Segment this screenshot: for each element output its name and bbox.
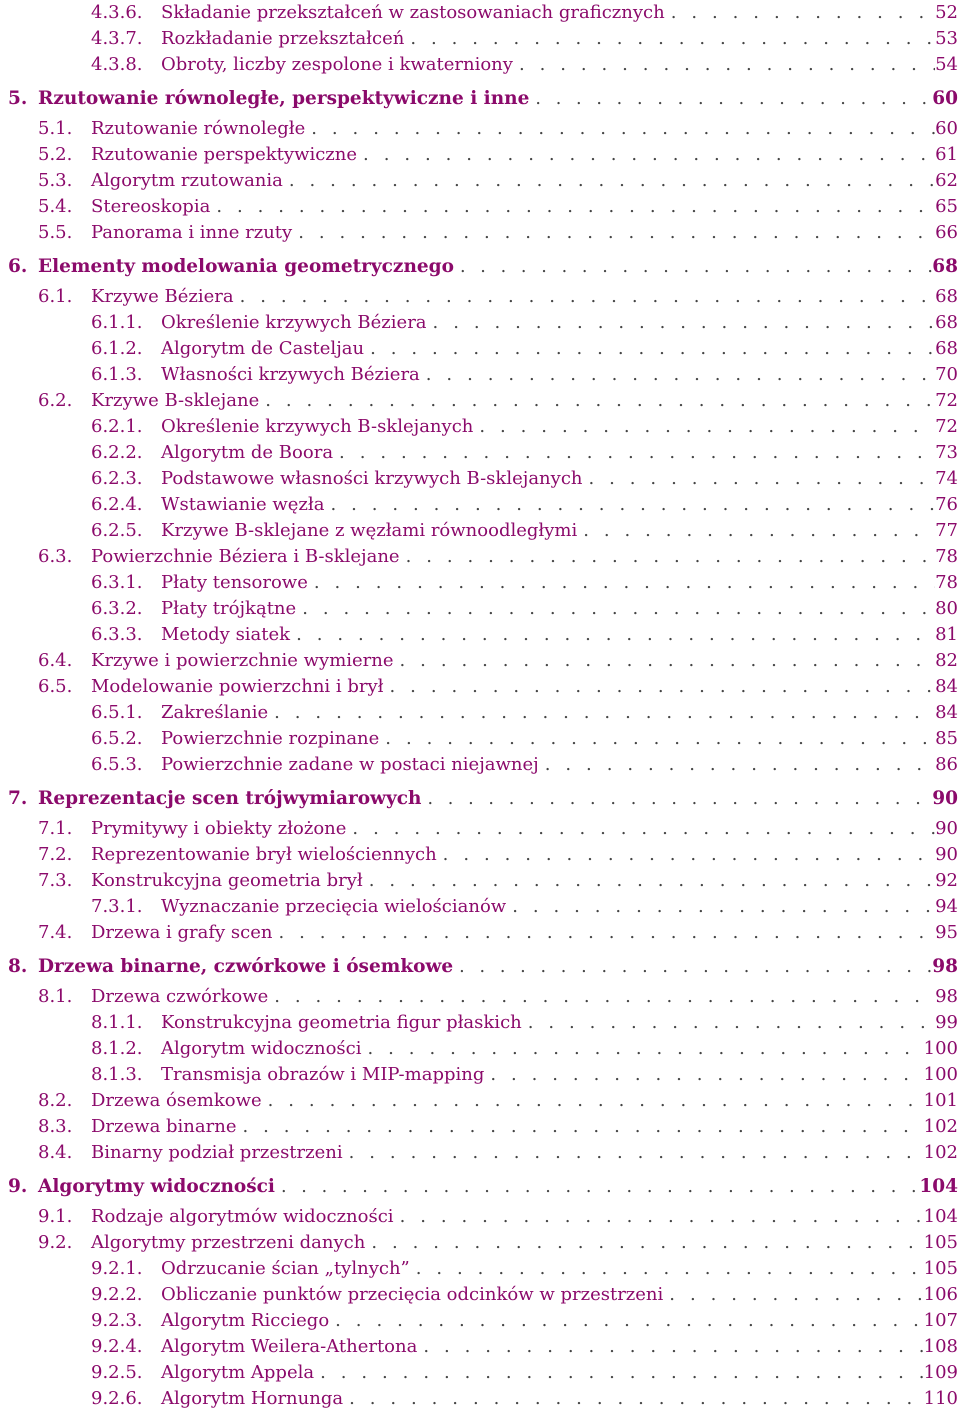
toc-entry-page: 66 [935,222,958,243]
toc-dot-leader [394,1206,924,1227]
toc-entry-number: 9. [8,1176,28,1197]
toc-entry-page: 78 [935,546,958,567]
toc-dot-leader [268,986,935,1007]
toc-entry-title: Drzewa i grafy scen [91,922,273,943]
toc-entry-page: 84 [935,702,958,723]
toc-entry-number: 7.2. [38,844,73,865]
toc-entry-page: 82 [935,650,958,671]
toc-dot-leader [329,1310,923,1331]
toc-entry-title: Panorama i inne rzuty [91,222,293,243]
toc-entry-page: 78 [935,572,958,593]
toc-entry-title: Modelowanie powierzchni i brył [91,676,384,697]
toc-entry-title: Algorytm Weilera-Athertona [161,1336,418,1357]
toc-entry-page: 94 [935,896,958,917]
toc-dot-leader [357,144,935,165]
toc-entry-page: 108 [923,1336,958,1357]
toc-entry-title: Algorytm widoczności [161,1038,362,1059]
toc-section-6-3[interactable] [0,546,958,568]
toc-entry-title: Obroty, liczby zespolone i kwaterniony [161,54,513,75]
toc-entry-page: 70 [935,364,958,385]
toc-chapter-9[interactable] [0,1176,958,1198]
toc-entry-page: 68 [932,256,958,277]
toc-entry-page: 81 [935,624,958,645]
toc-section-7-2[interactable] [0,844,958,866]
toc-chapter-8[interactable] [0,956,958,978]
toc-dot-leader [343,1142,924,1163]
toc-section-5-2[interactable] [0,144,958,166]
toc-entry-number: 6.2.2. [91,442,143,463]
toc-entry-title: Konstrukcyjna geometria brył [91,870,363,891]
toc-entry-page: 95 [935,922,958,943]
toc-dot-leader [454,257,932,277]
toc-dot-leader [577,520,935,541]
toc-section-6-3-3[interactable] [0,624,958,646]
toc-section-8-1[interactable] [0,986,958,1008]
toc-entry-number: 6.1.2. [91,338,143,359]
toc-entry-page: 72 [935,416,958,437]
toc-entry-number: 5.1. [38,118,73,139]
toc-section-6-1-3[interactable] [0,364,958,386]
toc-entry-page: 100 [923,1038,958,1059]
toc-entry-number: 4.3.7. [91,28,143,49]
toc-entry-title: Algorytm de Boora [161,442,334,463]
toc-entry-number: 8.4. [38,1142,73,1163]
toc-entry-number: 6.3.1. [91,572,143,593]
toc-section-6-1[interactable] [0,286,958,308]
toc-entry-number: 9.2.4. [91,1336,143,1357]
toc-entry-title: Algorytm Ricciego [161,1310,330,1331]
toc-entry-page: 85 [935,728,958,749]
toc-dot-leader [262,1090,924,1111]
toc-entry-number: 8.1.1. [91,1012,143,1033]
toc-section-6-1-1[interactable] [0,312,958,334]
toc-entry-number: 6.1. [38,286,73,307]
toc-section-8-2[interactable] [0,1090,958,1112]
toc-entry-page: 92 [935,870,958,891]
toc-entry-page: 60 [935,118,958,139]
toc-section-6-5-2[interactable] [0,728,958,750]
toc-entry-page: 61 [935,144,958,165]
toc-entry-title: Składanie przekształceń w zastosowaniach graficznych [161,2,665,23]
toc-entry-title: Rzutowanie perspektywiczne [91,144,358,165]
toc-dot-leader [410,1258,924,1279]
toc-entry-title: Obliczanie punktów przecięcia odcinków w przestrzeni [161,1284,664,1305]
toc-entry-page: 104 [919,1176,958,1197]
toc-section-6-2-2[interactable] [0,442,958,464]
toc-entry-page: 62 [935,170,958,191]
toc-dot-leader [364,338,935,359]
toc-entry-title: Rzutowanie równoległe [91,118,306,139]
toc-entry-number: 6.5.1. [91,702,143,723]
toc-section-7-1[interactable] [0,818,958,840]
toc-entry-number: 6.5.3. [91,754,143,775]
toc-dot-leader [210,196,935,217]
toc-dot-leader [283,170,935,191]
toc-entry-title: Prymitywy i obiekty złożone [91,818,347,839]
toc-chapter-6[interactable] [0,256,958,278]
toc-entry-page: 73 [935,442,958,463]
toc-entry-title: Drzewa binarne, czwórkowe i ósemkowe [38,956,454,977]
toc-entry-title: Podstawowe własności krzywych B-sklejanych [161,468,583,489]
toc-dot-leader [427,312,936,333]
toc-dot-leader [529,89,932,109]
toc-section-4-3-7[interactable] [0,28,958,50]
toc-entry-page: 98 [935,986,958,1007]
toc-entry-page: 110 [923,1388,958,1409]
toc-section-4-3-8[interactable] [0,54,958,76]
toc-section-6-5-1[interactable] [0,702,958,724]
toc-entry-number: 9.2.5. [91,1362,143,1383]
toc-section-8-4[interactable] [0,1142,958,1164]
toc-section-6-2-3[interactable] [0,468,958,490]
toc-entry-number: 6. [8,256,28,277]
toc-dot-leader [346,818,935,839]
toc-entry-number: 5.5. [38,222,73,243]
toc-entry-title: Płaty tensorowe [161,572,308,593]
toc-section-6-5-3[interactable] [0,754,958,776]
toc-dot-leader [484,1064,923,1085]
toc-dot-leader [343,1388,924,1409]
toc-entry-number: 5.3. [38,170,73,191]
toc-section-6-2-5[interactable] [0,520,958,542]
toc-dot-leader [237,1116,924,1137]
toc-entry-title: Binarny podział przestrzeni [91,1142,343,1163]
toc-dot-leader [268,702,935,723]
toc-entry-page: 100 [923,1064,958,1085]
toc-entry-title: Metody siatek [161,624,291,645]
toc-entry-number: 5.4. [38,196,73,217]
toc-section-5-4[interactable] [0,196,958,218]
toc-entry-page: 77 [935,520,958,541]
toc-entry-title: Rodzaje algorytmów widoczności [91,1206,394,1227]
toc-entry-page: 68 [935,312,958,333]
toc-entry-page: 72 [935,390,958,411]
toc-entry-title: Krzywe B-sklejane [91,390,260,411]
toc-section-6-3-2[interactable] [0,598,958,620]
toc-entry-number: 6.2.4. [91,494,143,515]
toc-dot-leader [259,390,935,411]
toc-dot-leader [539,754,935,775]
toc-section-7-3-1[interactable] [0,896,958,918]
toc-entry-number: 6.5.2. [91,728,143,749]
toc-dot-leader [314,1362,924,1383]
toc-entry-title: Algorytmy przestrzeni danych [91,1232,366,1253]
toc-entry-number: 6.2.5. [91,520,143,541]
toc-chapter-5[interactable] [0,88,958,110]
toc-entry-title: Odrzucanie ścian „tylnych” [161,1258,410,1279]
toc-entry-page: 109 [923,1362,958,1383]
toc-entry-number: 9.2.6. [91,1388,143,1409]
toc-entry-page: 80 [935,598,958,619]
toc-entry-title: Konstrukcyjna geometria figur płaskich [161,1012,522,1033]
toc-entry-page: 102 [923,1142,958,1163]
toc-entry-number: 9.2. [38,1232,73,1253]
toc-dot-leader [333,442,935,463]
toc-dot-leader [665,2,935,23]
toc-section-6-5[interactable] [0,676,958,698]
toc-entry-number: 9.2.2. [91,1284,143,1305]
toc-entry-page: 104 [923,1206,958,1227]
toc-section-8-1-1[interactable] [0,1012,958,1034]
toc-dot-leader [473,416,935,437]
toc-dot-leader [420,364,935,385]
toc-entry-page: 60 [932,88,958,109]
toc-entry-title: Reprezentowanie brył wielościennych [91,844,437,865]
toc-section-5-3[interactable] [0,170,958,192]
toc-entry-number: 6.3. [38,546,73,567]
toc-entry-number: 8.2. [38,1090,73,1111]
toc-entry-title: Drzewa ósemkowe [91,1090,262,1111]
toc-entry-title: Reprezentacje scen trójwymiarowych [38,788,422,809]
toc-entry-title: Algorytm rzutowania [91,170,283,191]
toc-entry-number: 7.3.1. [91,896,143,917]
toc-dot-leader [234,286,936,307]
toc-dot-leader [453,957,932,977]
toc-entry-page: 102 [923,1116,958,1137]
toc-section-6-2[interactable] [0,390,958,412]
toc-entry-title: Powierzchnie zadane w postaci niejawnej [161,754,539,775]
toc-dot-leader [513,54,935,75]
toc-entry-number: 8.1. [38,986,73,1007]
toc-dot-leader [417,1336,923,1357]
toc-entry-title: Algorytmy widoczności [38,1176,275,1197]
toc-entry-page: 68 [935,286,958,307]
toc-entry-title: Wyznaczanie przecięcia wielościanów [161,896,507,917]
toc-dot-leader [275,1177,919,1197]
toc-entry-title: Stereoskopia [91,196,211,217]
toc-section-8-1-3[interactable] [0,1064,958,1086]
toc-entry-page: 74 [935,468,958,489]
toc-entry-title: Rzutowanie równoległe, perspektywiczne i inne [38,88,530,109]
toc-entry-page: 76 [935,494,958,515]
toc-entry-title: Krzywe B-sklejane z węzłami równoodległymi [161,520,578,541]
toc-entry-title: Algorytm Appela [161,1362,315,1383]
toc-entry-page: 106 [923,1284,958,1305]
toc-entry-title: Zakreślanie [161,702,269,723]
toc-entry-page: 90 [935,844,958,865]
toc-section-7-3[interactable] [0,870,958,892]
toc-section-6-2-4[interactable] [0,494,958,516]
toc-entry-title: Rozkładanie przekształceń [161,28,405,49]
toc-dot-leader [404,28,935,49]
toc-section-4-3-6[interactable] [0,2,958,24]
toc-entry-page: 84 [935,676,958,697]
toc-dot-leader [379,728,935,749]
toc-section-6-4[interactable] [0,650,958,672]
toc-section-5-5[interactable] [0,222,958,244]
toc-entry-page: 53 [935,28,958,49]
toc-entry-number: 5. [8,88,28,109]
toc-entry-number: 8. [8,956,28,977]
toc-entry-number: 6.2.3. [91,468,143,489]
toc-dot-leader [421,789,932,809]
toc-section-9-2-1[interactable] [0,1258,958,1280]
toc-entry-title: Transmisja obrazów i MIP-mapping [161,1064,485,1085]
toc-section-6-2-1[interactable] [0,416,958,438]
toc-dot-leader [296,598,935,619]
toc-dot-leader [305,118,935,139]
toc-entry-page: 107 [923,1310,958,1331]
toc-dot-leader [365,1232,923,1253]
toc-entry-number: 8.1.2. [91,1038,143,1059]
toc-section-5-1[interactable] [0,118,958,140]
toc-dot-leader [522,1012,935,1033]
toc-entry-number: 8.1.3. [91,1064,143,1085]
toc-entry-page: 86 [935,754,958,775]
toc-entry-title: Wstawianie węzła [161,494,325,515]
toc-entry-number: 7.4. [38,922,73,943]
toc-entry-title: Własności krzywych Béziera [161,364,420,385]
toc-dot-leader [324,494,935,515]
toc-section-8-3[interactable] [0,1116,958,1138]
toc-entry-page: 90 [932,788,958,809]
toc-entry-page: 52 [935,2,958,23]
toc-section-9-1[interactable] [0,1206,958,1228]
toc-entry-page: 105 [923,1258,958,1279]
toc-entry-title: Określenie krzywych B-sklejanych [161,416,474,437]
toc-entry-number: 6.3.3. [91,624,143,645]
toc-entry-number: 8.3. [38,1116,73,1137]
toc-entry-number: 7.1. [38,818,73,839]
toc-entry-number: 9.1. [38,1206,73,1227]
toc-entry-title: Powierzchnie rozpinane [161,728,380,749]
toc-dot-leader [290,624,935,645]
toc-entry-title: Algorytm de Casteljau [161,338,365,359]
toc-entry-title: Drzewa czwórkowe [91,986,269,1007]
toc-entry-number: 6.2.1. [91,416,143,437]
toc-entry-number: 4.3.8. [91,54,143,75]
toc-dot-leader [384,676,936,697]
toc-entry-page: 101 [923,1090,958,1111]
toc-section-7-4[interactable] [0,922,958,944]
toc-chapter-7[interactable] [0,788,958,810]
toc-section-6-1-2[interactable] [0,338,958,360]
toc-dot-leader [292,222,935,243]
toc-entry-number: 6.4. [38,650,73,671]
toc-entry-number: 4.3.6. [91,2,143,23]
toc-entry-number: 6.3.2. [91,598,143,619]
toc-entry-page: 54 [935,54,958,75]
toc-dot-leader [506,896,935,917]
toc-section-9-2-2[interactable] [0,1284,958,1306]
toc-entry-title: Algorytm Hornunga [161,1388,344,1409]
toc-entry-page: 68 [935,338,958,359]
toc-dot-leader [400,546,936,567]
toc-entry-number: 9.2.1. [91,1258,143,1279]
toc-entry-number: 5.2. [38,144,73,165]
toc-entry-number: 6.2. [38,390,73,411]
toc-section-6-3-1[interactable] [0,572,958,594]
toc-entry-page: 105 [923,1232,958,1253]
toc-entry-title: Krzywe i powierzchnie wymierne [91,650,394,671]
toc-entry-title: Elementy modelowania geometrycznego [38,256,454,277]
toc-dot-leader [273,922,936,943]
toc-entry-page: 98 [932,956,958,977]
toc-entry-number: 6.1.1. [91,312,143,333]
toc-entry-number: 7.3. [38,870,73,891]
toc-dot-leader [663,1284,923,1305]
toc-entry-page: 65 [935,196,958,217]
toc-dot-leader [363,870,935,891]
toc-entry-title: Powierzchnie Béziera i B-sklejane [91,546,400,567]
toc-entry-title: Płaty trójkątne [161,598,297,619]
toc-section-9-2[interactable] [0,1232,958,1254]
toc-dot-leader [308,572,935,593]
toc-entry-title: Określenie krzywych Béziera [161,312,427,333]
toc-dot-leader [394,650,936,671]
toc-dot-leader [437,844,935,865]
toc-dot-leader [583,468,936,489]
toc-entry-number: 6.1.3. [91,364,143,385]
toc-entry-page: 99 [935,1012,958,1033]
toc-entry-title: Krzywe Béziera [91,286,234,307]
toc-entry-number: 9.2.3. [91,1310,143,1331]
toc-entry-title: Drzewa binarne [91,1116,237,1137]
toc-entry-number: 6.5. [38,676,73,697]
toc-section-9-2-4[interactable] [0,1336,958,1358]
toc-section-8-1-2[interactable] [0,1038,958,1060]
toc-section-9-2-5[interactable] [0,1362,958,1384]
toc-section-9-2-3[interactable] [0,1310,958,1332]
toc-dot-leader [362,1038,924,1059]
toc-entry-page: 90 [935,818,958,839]
toc-entry-number: 7. [8,788,28,809]
toc-section-9-2-6[interactable] [0,1388,958,1410]
